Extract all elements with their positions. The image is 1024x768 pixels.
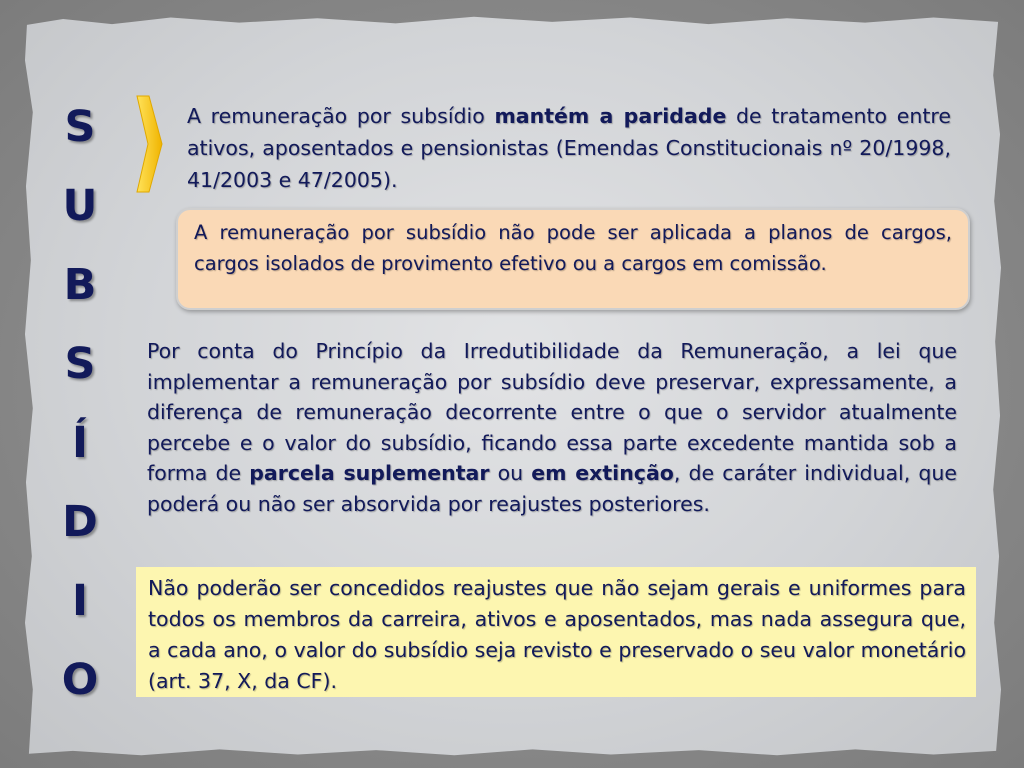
- paragraph-text: A remuneração por subsídio: [187, 104, 495, 128]
- title-letter: Í: [72, 418, 88, 468]
- reajustes-note-box: [136, 567, 976, 697]
- emphasis-text: parcela suplementar: [249, 461, 490, 485]
- title-letter: I: [72, 576, 88, 626]
- title-letter: B: [63, 260, 97, 310]
- paragraph-text: , de caráter individual, que poderá ou não ser absorvida por reajustes posteriores.: [147, 461, 957, 516]
- emphasis-text: mantém a paridade: [494, 104, 727, 128]
- vertical-title: [52, 88, 108, 720]
- irredutibilidade-paragraph: [147, 336, 957, 519]
- note-text: Não poderão ser concedidos reajustes que não sejam gerais e uniformes para todos os membros da carreira, ativos e aposentados, mas nada assegura que, a cada ano, o valor do subsídio seja revisto e preservado o seu valor monetário (art. 37, X, da CF).: [148, 576, 966, 693]
- paridade-paragraph: [187, 100, 951, 196]
- emphasis-text: em extinção: [531, 461, 674, 485]
- callout-text: A remuneração por subsídio não pode ser aplicada a planos de cargos, cargos isolados de provimento efetivo ou a cargos em comissão.: [194, 221, 952, 275]
- paragraph-text: Por conta do Princípio da Irredutibilidade da Remuneração, a lei que implementar a remuneração por subsídio deve preservar, expressamente, a diferença de remuneração decorrente entre o que o servidor atualmente percebe e o valor do subsídio, ficando essa parte excedente mantida sob a forma de: [147, 339, 957, 485]
- title-letter: S: [64, 339, 96, 389]
- title-letter: U: [62, 181, 98, 231]
- paragraph-text: de tratamento entre ativos, aposentados e pensionistas (Emendas Constitucionais nº 20/1998, 41/2003 e 47/2005).: [187, 104, 951, 192]
- restriction-callout-box: [176, 208, 970, 310]
- title-letter: O: [61, 655, 99, 705]
- chevron-arrow-icon: [134, 94, 164, 194]
- title-letter: D: [62, 497, 98, 547]
- paragraph-text: ou: [489, 461, 532, 485]
- title-letter: S: [64, 102, 96, 152]
